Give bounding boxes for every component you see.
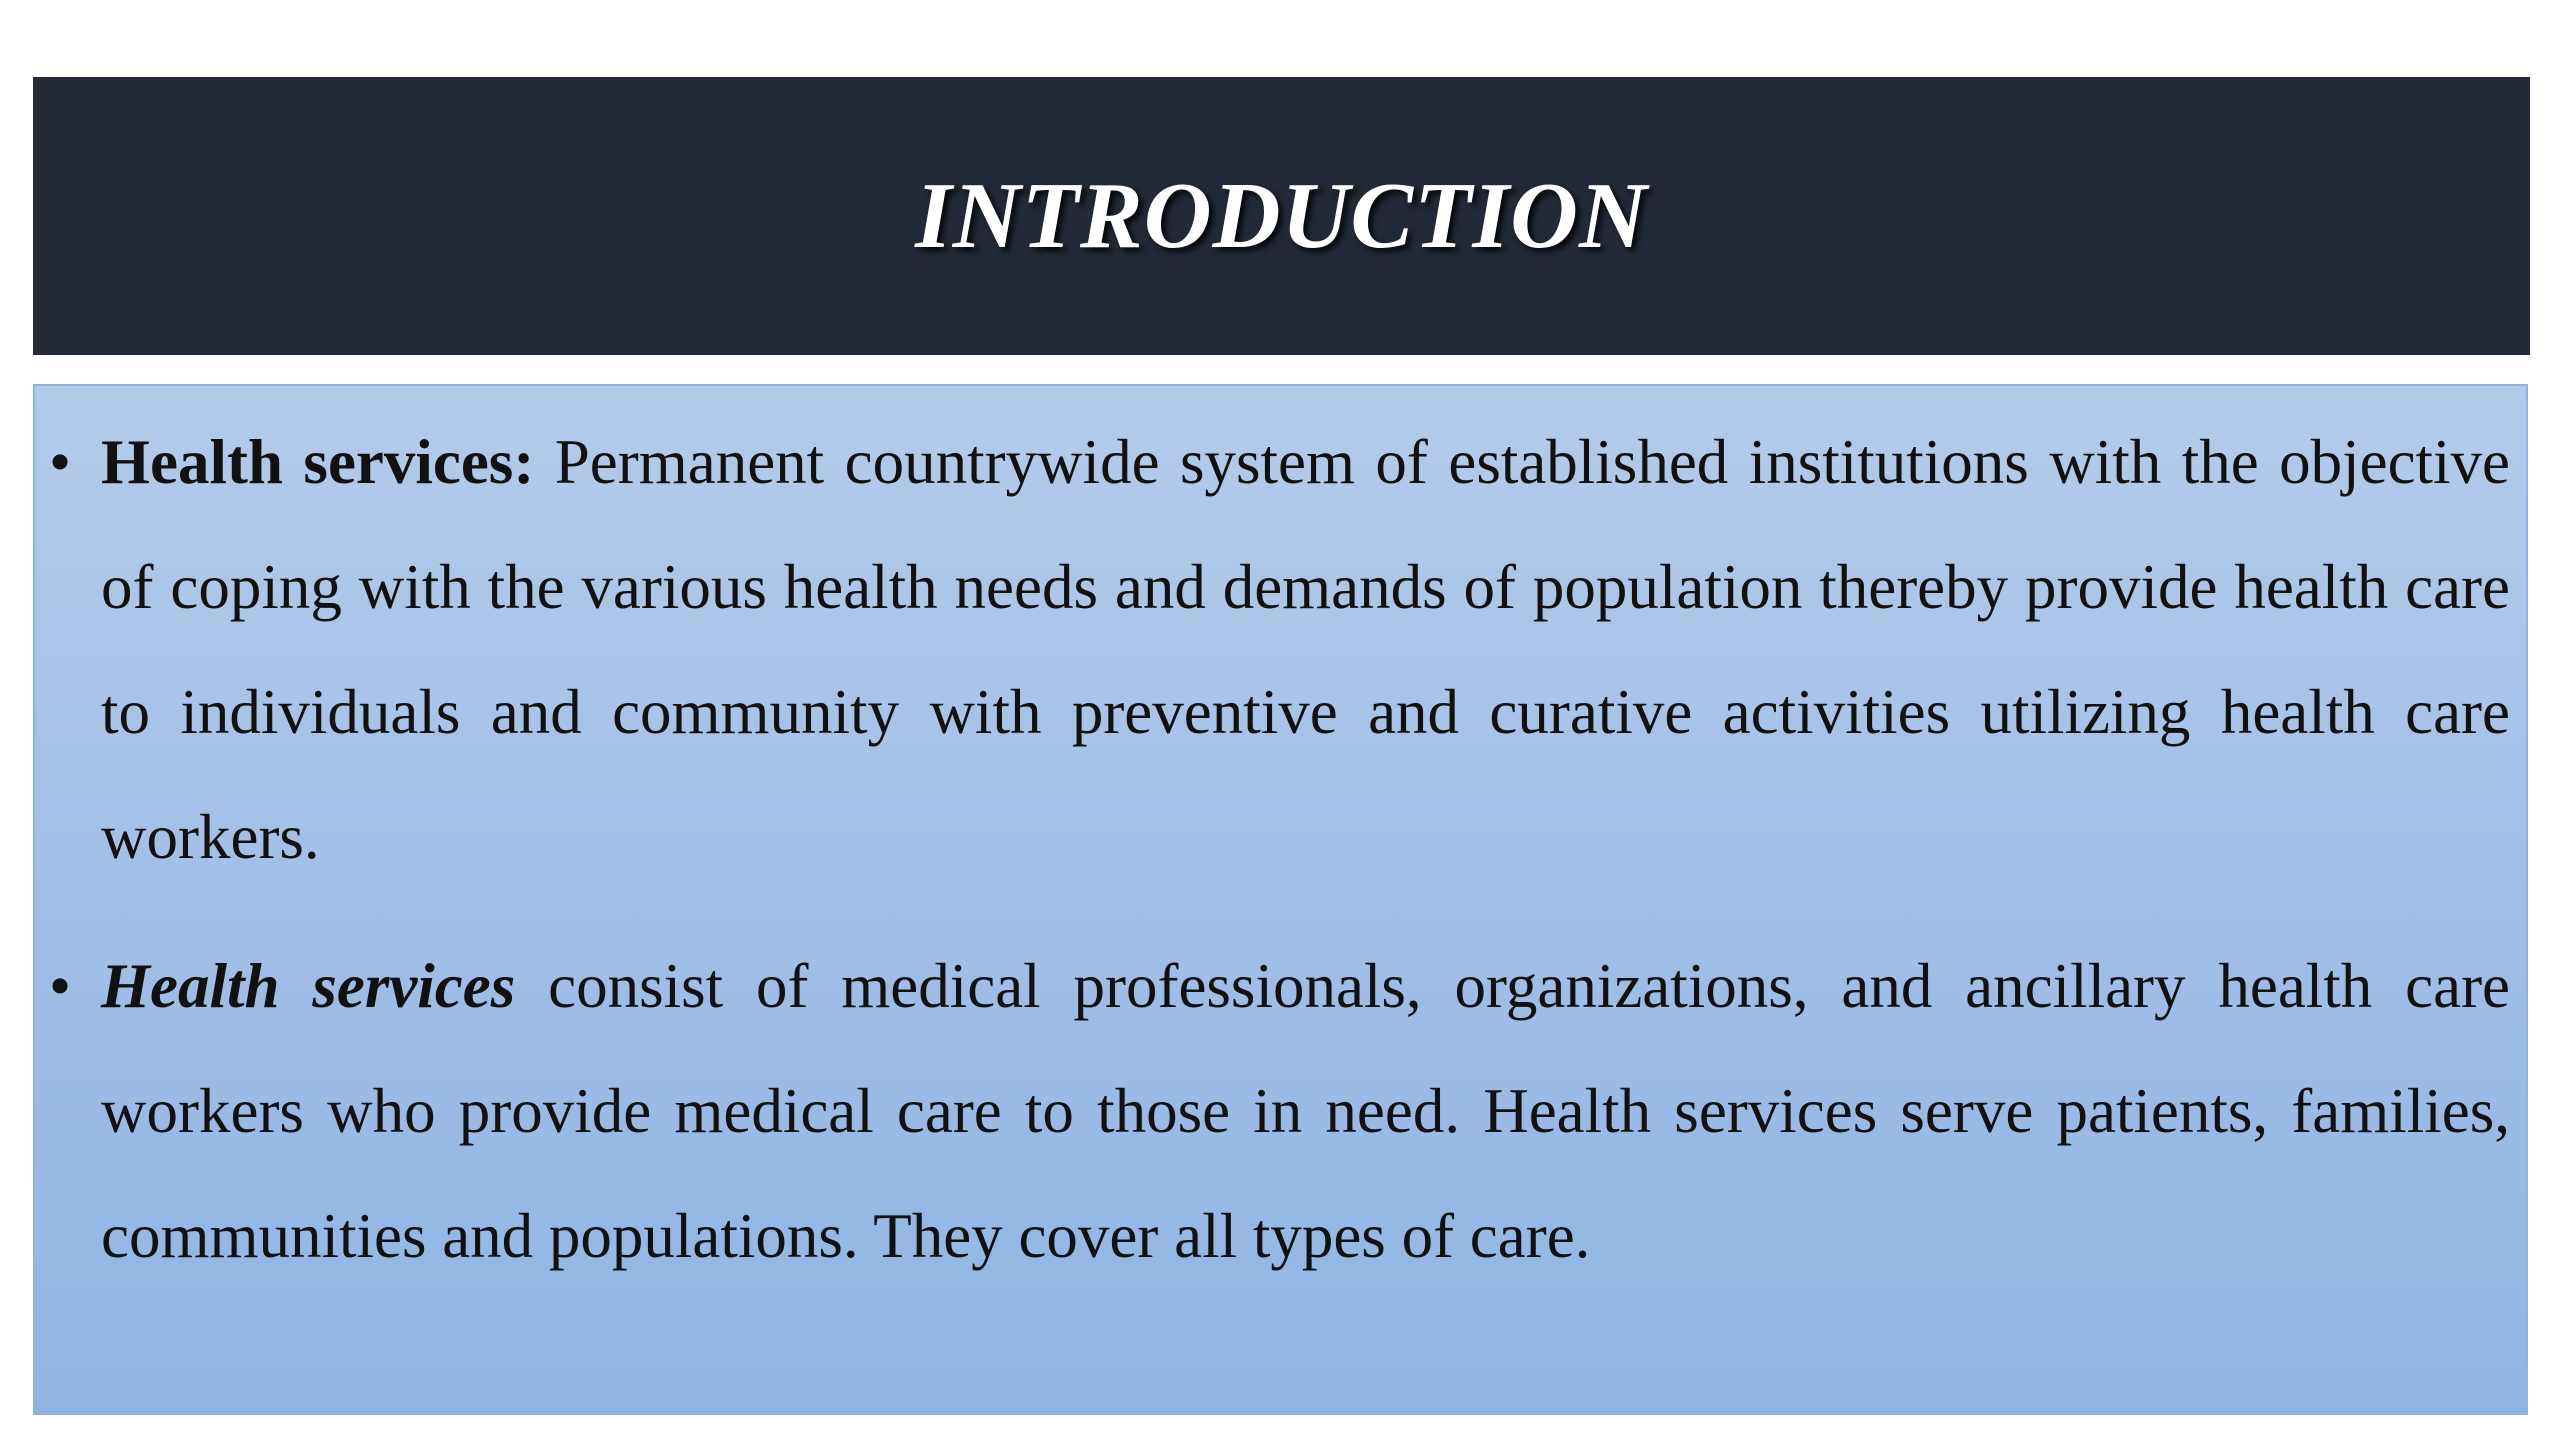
bullet-text: Permanent countrywide system of established institutions with the objective of coping with the various health needs and demands of population thereby provide health care to individuals and community with preventive and curative activities utilizing health care workers.: [101, 427, 2511, 872]
bullet-list: [35, 400, 2530, 1323]
bullet-lead-term: Health services: [101, 951, 516, 1021]
bullet-marker: •: [49, 427, 72, 497]
bullet-text: consist of medical professionals, organizations, and ancillary health care workers who provide medical care to those in need. Health services serve patients, families, communities and populations. They cover all types of care.: [101, 951, 2511, 1271]
slide-content-box: [33, 384, 2528, 1415]
slide-title-bar: [33, 77, 2530, 355]
bullet-item-health-services-composition: [35, 924, 2530, 1299]
bullet-marker: •: [49, 951, 72, 1021]
bullet-lead-term: Health services:: [101, 427, 535, 497]
bullet-item-health-services-definition: [35, 400, 2530, 900]
slide-title: INTRODUCTION: [915, 164, 1648, 268]
